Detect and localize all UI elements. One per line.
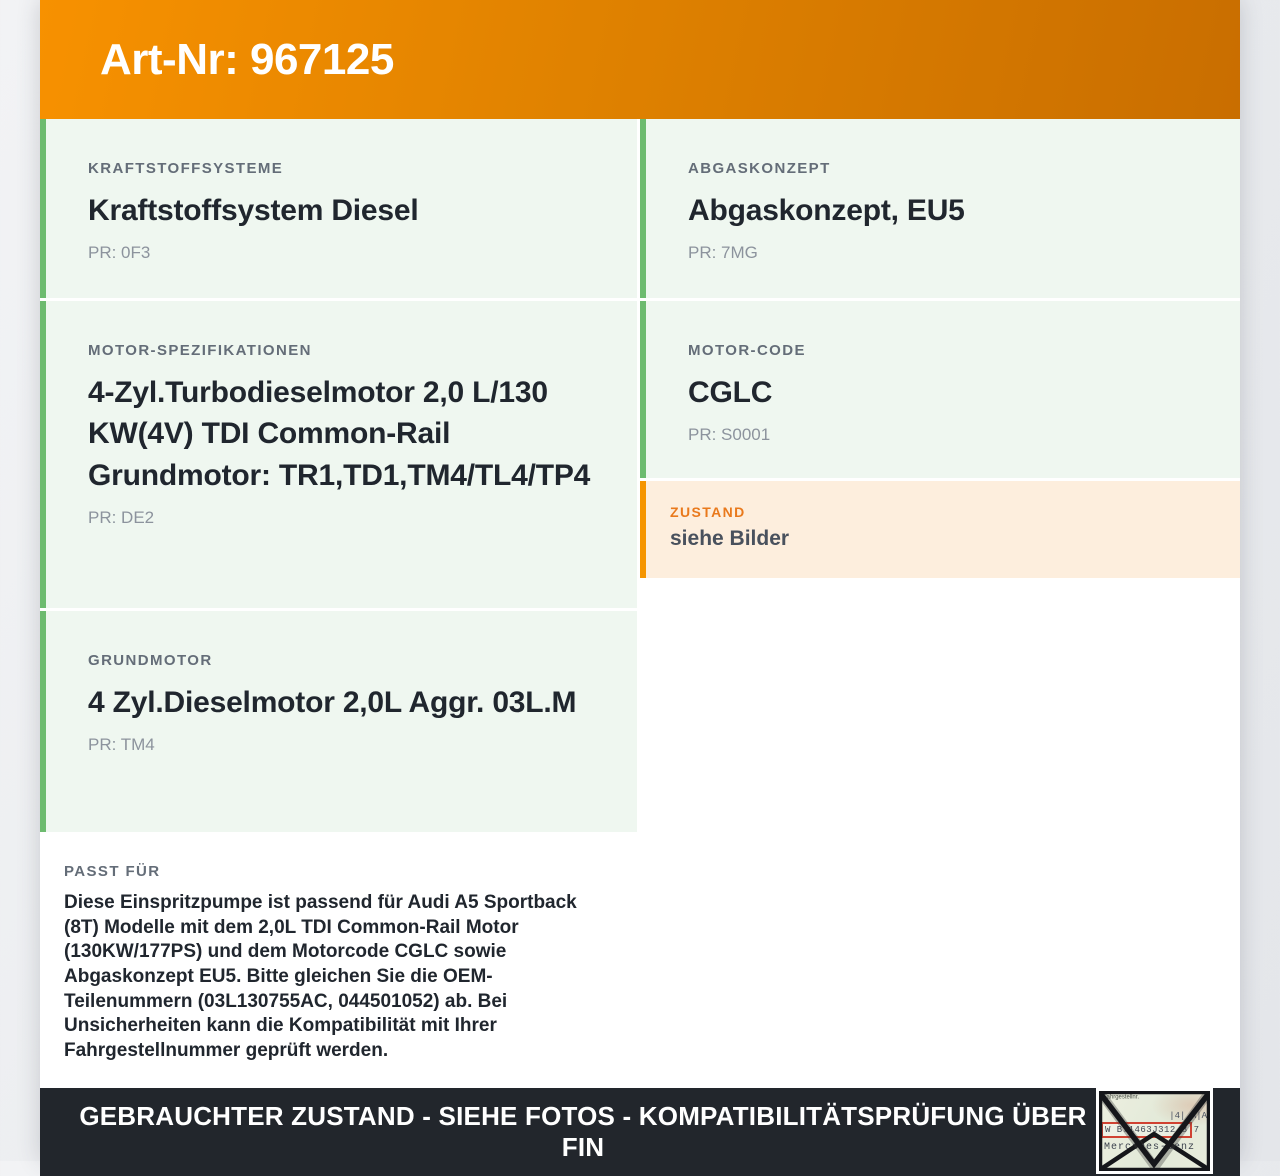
doc-label-text: Fahrgestellnr. (1103, 1093, 1140, 1100)
card-zustand (640, 481, 1240, 578)
listing-page (40, 0, 1240, 1161)
envelope-cross-icon (1099, 1091, 1210, 1171)
card-heading: 4-Zyl.Turbodieselmotor 2,0 L/130 KW(4V) TDI Common-Rail Grundmotor: TR1,TD1,TM4/TL4/TP4 (88, 376, 591, 492)
card-passt-fuer (40, 835, 637, 1088)
doc-brand-text: Mercedes-Benz (1104, 1141, 1196, 1153)
card-heading: 4 Zyl.Dieselmotor 2,0L Aggr. 03L.M (88, 686, 577, 719)
left-column (40, 119, 637, 1088)
article-number-title: Art-Nr: 967125 (100, 34, 394, 84)
card-label: MOTOR-SPEZIFIKATIONEN (88, 342, 312, 359)
card-motor-code (640, 301, 1240, 478)
card-abgaskonzept (640, 119, 1240, 298)
fin-suffix: 7 (1193, 1124, 1200, 1135)
compatibility-description: Diese Einspritzpumpe ist passend für Audi A5 Sportback (8T) Modelle mit dem 2,0L TDI Common-Rail Motor (130KW/177PS) und dem Motorcode CGLC sowie Abgaskonzept EU5. Bitte gleichen Sie die OEM-Teilenummern (03L130755AC, 044501052) ab. Bei Unsicherheiten kann die Kompatibilität mit Ihrer Fahrgestellnummer geprüft werden. (64, 892, 577, 1062)
pr-code: PR: DE2 (88, 508, 155, 528)
doc-column-marks: |4| A|A (1169, 1110, 1207, 1121)
spec-columns (40, 119, 1240, 1088)
card-label: ZUSTAND (670, 504, 746, 520)
pr-code: PR: 7MG (688, 243, 758, 263)
page-header (40, 0, 1240, 119)
card-heading: Kraftstoffsystem Diesel (88, 194, 419, 227)
zustand-value: siehe Bilder (670, 527, 790, 550)
card-label: KRAFTSTOFFSYSTEME (88, 160, 284, 177)
right-column (640, 119, 1240, 1088)
card-heading: CGLC (688, 376, 773, 409)
pr-code: PR: S0001 (688, 425, 771, 445)
card-label: ABGASKONZEPT (688, 160, 831, 177)
vehicle-registration-thumbnail (1099, 1091, 1210, 1171)
card-label: MOTOR-CODE (688, 342, 806, 359)
card-label: PASST FÜR (64, 863, 161, 880)
pr-code: PR: 0F3 (88, 243, 151, 263)
card-motor-spezifikationen (40, 301, 637, 608)
fin-redbox: W B71463J312 8 (1101, 1122, 1192, 1138)
footer-banner (40, 1088, 1240, 1176)
card-grundmotor (40, 611, 637, 832)
card-label: GRUNDMOTOR (88, 652, 213, 669)
pr-code: PR: TM4 (88, 735, 155, 755)
card-kraftstoffsysteme (40, 119, 637, 298)
card-heading: Abgaskonzept, EU5 (688, 194, 965, 227)
footer-banner-text: GEBRAUCHTER ZUSTAND - SIEHE FOTOS - KOMPATIBILITÄTSPRÜFUNG ÜBER FIN (79, 1100, 1087, 1162)
